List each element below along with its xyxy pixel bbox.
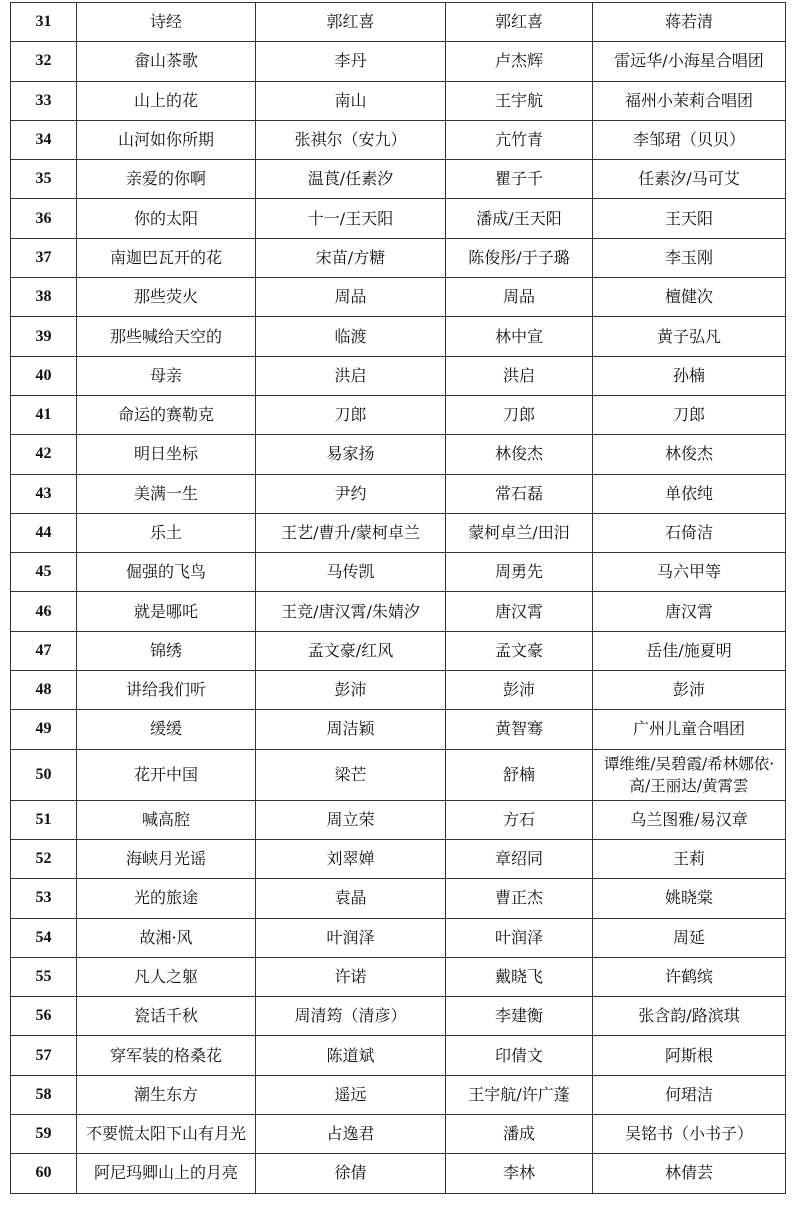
table-row: [11, 356, 786, 395]
lyricist-cell: 宋苗/方糖: [256, 238, 446, 277]
composer-cell: 李建衡: [446, 997, 593, 1036]
lyricist-cell: 刘翠婵: [256, 839, 446, 878]
row-number-cell: 41: [11, 395, 77, 434]
lyricist-cell: 十一/王天阳: [256, 199, 446, 238]
composer-cell: 刀郎: [446, 395, 593, 434]
song-title-cell: 阿尼玛卿山上的月亮: [77, 1154, 256, 1193]
table-row: [11, 749, 786, 800]
song-title-cell: 亲爱的你啊: [77, 160, 256, 199]
singer-cell: 林俊杰: [593, 435, 786, 474]
composer-cell: 曹正杰: [446, 879, 593, 918]
composer-cell: 林中宣: [446, 317, 593, 356]
song-list-table: [10, 2, 786, 1194]
lyricist-cell: 王竞/唐汉霄/朱婧汐: [256, 592, 446, 631]
song-title-cell: 美满一生: [77, 474, 256, 513]
row-number-cell: 52: [11, 839, 77, 878]
table-row: [11, 957, 786, 996]
song-title-cell: 海峡月光谣: [77, 839, 256, 878]
composer-cell: 亢竹青: [446, 120, 593, 159]
composer-cell: 唐汉霄: [446, 592, 593, 631]
song-title-cell: 就是哪吒: [77, 592, 256, 631]
singer-cell: 王莉: [593, 839, 786, 878]
song-title-cell: 明日坐标: [77, 435, 256, 474]
singer-cell: 檀健次: [593, 278, 786, 317]
composer-cell: 蒙柯卓兰/田汨: [446, 513, 593, 552]
lyricist-cell: 陈道斌: [256, 1036, 446, 1075]
song-title-cell: 花开中国: [77, 749, 256, 800]
composer-cell: 周品: [446, 278, 593, 317]
table-row: [11, 120, 786, 159]
singer-cell: 单依纯: [593, 474, 786, 513]
song-title-cell: 母亲: [77, 356, 256, 395]
row-number-cell: 31: [11, 3, 77, 42]
table-row: [11, 997, 786, 1036]
lyricist-cell: 遥远: [256, 1075, 446, 1114]
table-row: [11, 631, 786, 670]
singer-cell: 黄子弘凡: [593, 317, 786, 356]
table-row: [11, 1075, 786, 1114]
row-number-cell: 36: [11, 199, 77, 238]
singer-cell: 石倚洁: [593, 513, 786, 552]
row-number-cell: 60: [11, 1154, 77, 1193]
composer-cell: 瞿子千: [446, 160, 593, 199]
song-title-cell: 瓷话千秋: [77, 997, 256, 1036]
row-number-cell: 51: [11, 800, 77, 839]
song-title-cell: 故湘·风: [77, 918, 256, 957]
composer-cell: 郭红喜: [446, 3, 593, 42]
song-title-cell: 穿军装的格桑花: [77, 1036, 256, 1075]
table-row: [11, 238, 786, 277]
composer-cell: 叶润泽: [446, 918, 593, 957]
composer-cell: 周勇先: [446, 553, 593, 592]
composer-cell: 印倩文: [446, 1036, 593, 1075]
row-number-cell: 32: [11, 42, 77, 81]
row-number-cell: 44: [11, 513, 77, 552]
composer-cell: 王宇航/许广蓬: [446, 1075, 593, 1114]
table-row: [11, 592, 786, 631]
song-title-cell: 倔强的飞鸟: [77, 553, 256, 592]
song-title-cell: 南迦巴瓦开的花: [77, 238, 256, 277]
singer-cell: 吴铭书（小书子）: [593, 1115, 786, 1154]
song-title-cell: 乐土: [77, 513, 256, 552]
song-title-cell: 讲给我们听: [77, 671, 256, 710]
song-title-cell: 山河如你所期: [77, 120, 256, 159]
table-row: [11, 42, 786, 81]
song-title-cell: 那些喊给天空的: [77, 317, 256, 356]
composer-cell: 戴晓飞: [446, 957, 593, 996]
lyricist-cell: 占逸君: [256, 1115, 446, 1154]
composer-cell: 潘成: [446, 1115, 593, 1154]
song-title-cell: 畲山茶歌: [77, 42, 256, 81]
lyricist-cell: 李丹: [256, 42, 446, 81]
singer-cell: 雷远华/小海星合唱团: [593, 42, 786, 81]
singer-cell: 刀郎: [593, 395, 786, 434]
composer-cell: 常石磊: [446, 474, 593, 513]
composer-cell: 方石: [446, 800, 593, 839]
row-number-cell: 35: [11, 160, 77, 199]
row-number-cell: 55: [11, 957, 77, 996]
composer-cell: 黄智骞: [446, 710, 593, 749]
lyricist-cell: 孟文豪/红风: [256, 631, 446, 670]
lyricist-cell: 袁晶: [256, 879, 446, 918]
lyricist-cell: 徐倩: [256, 1154, 446, 1193]
song-title-cell: 诗经: [77, 3, 256, 42]
lyricist-cell: 彭沛: [256, 671, 446, 710]
song-title-cell: 不要慌太阳下山有月光: [77, 1115, 256, 1154]
table-row: [11, 918, 786, 957]
singer-cell: 马六甲等: [593, 553, 786, 592]
composer-cell: 陈俊彤/于子璐: [446, 238, 593, 277]
row-number-cell: 37: [11, 238, 77, 277]
song-title-cell: 锦绣: [77, 631, 256, 670]
row-number-cell: 48: [11, 671, 77, 710]
lyricist-cell: 张祺尔（安九）: [256, 120, 446, 159]
table-row: [11, 395, 786, 434]
row-number-cell: 50: [11, 749, 77, 800]
row-number-cell: 42: [11, 435, 77, 474]
song-title-cell: 潮生东方: [77, 1075, 256, 1114]
row-number-cell: 34: [11, 120, 77, 159]
song-title-cell: 那些荧火: [77, 278, 256, 317]
composer-cell: 李林: [446, 1154, 593, 1193]
row-number-cell: 56: [11, 997, 77, 1036]
row-number-cell: 54: [11, 918, 77, 957]
lyricist-cell: 梁芒: [256, 749, 446, 800]
table-row: [11, 435, 786, 474]
row-number-cell: 57: [11, 1036, 77, 1075]
singer-cell: 张含韵/路滨琪: [593, 997, 786, 1036]
singer-cell: 林倩芸: [593, 1154, 786, 1193]
row-number-cell: 45: [11, 553, 77, 592]
row-number-cell: 43: [11, 474, 77, 513]
row-number-cell: 33: [11, 81, 77, 120]
lyricist-cell: 周清筠（清彦）: [256, 997, 446, 1036]
table-row: [11, 839, 786, 878]
table-row: [11, 710, 786, 749]
composer-cell: 林俊杰: [446, 435, 593, 474]
lyricist-cell: 温莨/任素汐: [256, 160, 446, 199]
table-row: [11, 671, 786, 710]
composer-cell: 卢杰辉: [446, 42, 593, 81]
song-title-cell: 光的旅途: [77, 879, 256, 918]
singer-cell: 周延: [593, 918, 786, 957]
singer-cell: 广州儿童合唱团: [593, 710, 786, 749]
table-row: [11, 317, 786, 356]
song-title-cell: 喊高腔: [77, 800, 256, 839]
row-number-cell: 49: [11, 710, 77, 749]
singer-cell: 李玉刚: [593, 238, 786, 277]
singer-cell: 许鹤缤: [593, 957, 786, 996]
lyricist-cell: 尹约: [256, 474, 446, 513]
table-row: [11, 81, 786, 120]
singer-cell: 乌兰图雅/易汉章: [593, 800, 786, 839]
song-title-cell: 缓缓: [77, 710, 256, 749]
table-row: [11, 1154, 786, 1193]
row-number-cell: 58: [11, 1075, 77, 1114]
table-row: [11, 513, 786, 552]
row-number-cell: 59: [11, 1115, 77, 1154]
lyricist-cell: 周洁颖: [256, 710, 446, 749]
singer-cell: 孙楠: [593, 356, 786, 395]
row-number-cell: 40: [11, 356, 77, 395]
singer-cell: 姚晓棠: [593, 879, 786, 918]
table-row: [11, 199, 786, 238]
lyricist-cell: 叶润泽: [256, 918, 446, 957]
song-title-cell: 你的太阳: [77, 199, 256, 238]
lyricist-cell: 马传凯: [256, 553, 446, 592]
composer-cell: 潘成/王天阳: [446, 199, 593, 238]
composer-cell: 彭沛: [446, 671, 593, 710]
composer-cell: 孟文豪: [446, 631, 593, 670]
lyricist-cell: 刀郎: [256, 395, 446, 434]
singer-cell: 蒋若清: [593, 3, 786, 42]
song-list-body: [11, 3, 786, 1194]
lyricist-cell: 周品: [256, 278, 446, 317]
song-title-cell: 凡人之躯: [77, 957, 256, 996]
row-number-cell: 38: [11, 278, 77, 317]
lyricist-cell: 临渡: [256, 317, 446, 356]
lyricist-cell: 许诺: [256, 957, 446, 996]
song-title-cell: 山上的花: [77, 81, 256, 120]
lyricist-cell: 周立荣: [256, 800, 446, 839]
table-row: [11, 553, 786, 592]
singer-cell: 王天阳: [593, 199, 786, 238]
table-row: [11, 1115, 786, 1154]
row-number-cell: 47: [11, 631, 77, 670]
singer-cell: 阿斯根: [593, 1036, 786, 1075]
singer-cell: 唐汉霄: [593, 592, 786, 631]
singer-cell: 任素汐/马可艾: [593, 160, 786, 199]
singer-cell: 何珺洁: [593, 1075, 786, 1114]
composer-cell: 舒楠: [446, 749, 593, 800]
table-row: [11, 474, 786, 513]
row-number-cell: 46: [11, 592, 77, 631]
table-row: [11, 3, 786, 42]
table-row: [11, 160, 786, 199]
table-row: [11, 800, 786, 839]
singer-cell: 谭维维/吴碧霞/希林娜依·高/王丽达/黄霄雲: [593, 749, 786, 800]
row-number-cell: 53: [11, 879, 77, 918]
composer-cell: 章绍同: [446, 839, 593, 878]
singer-cell: 福州小茉莉合唱团: [593, 81, 786, 120]
song-title-cell: 命运的赛勒克: [77, 395, 256, 434]
singer-cell: 彭沛: [593, 671, 786, 710]
lyricist-cell: 郭红喜: [256, 3, 446, 42]
lyricist-cell: 易家扬: [256, 435, 446, 474]
table-row: [11, 1036, 786, 1075]
composer-cell: 王宇航: [446, 81, 593, 120]
row-number-cell: 39: [11, 317, 77, 356]
singer-cell: 岳佳/施夏明: [593, 631, 786, 670]
singer-cell: 李邹珺（贝贝）: [593, 120, 786, 159]
lyricist-cell: 南山: [256, 81, 446, 120]
lyricist-cell: 洪启: [256, 356, 446, 395]
table-row: [11, 879, 786, 918]
composer-cell: 洪启: [446, 356, 593, 395]
table-row: [11, 278, 786, 317]
lyricist-cell: 王艺/曹升/蒙柯卓兰: [256, 513, 446, 552]
